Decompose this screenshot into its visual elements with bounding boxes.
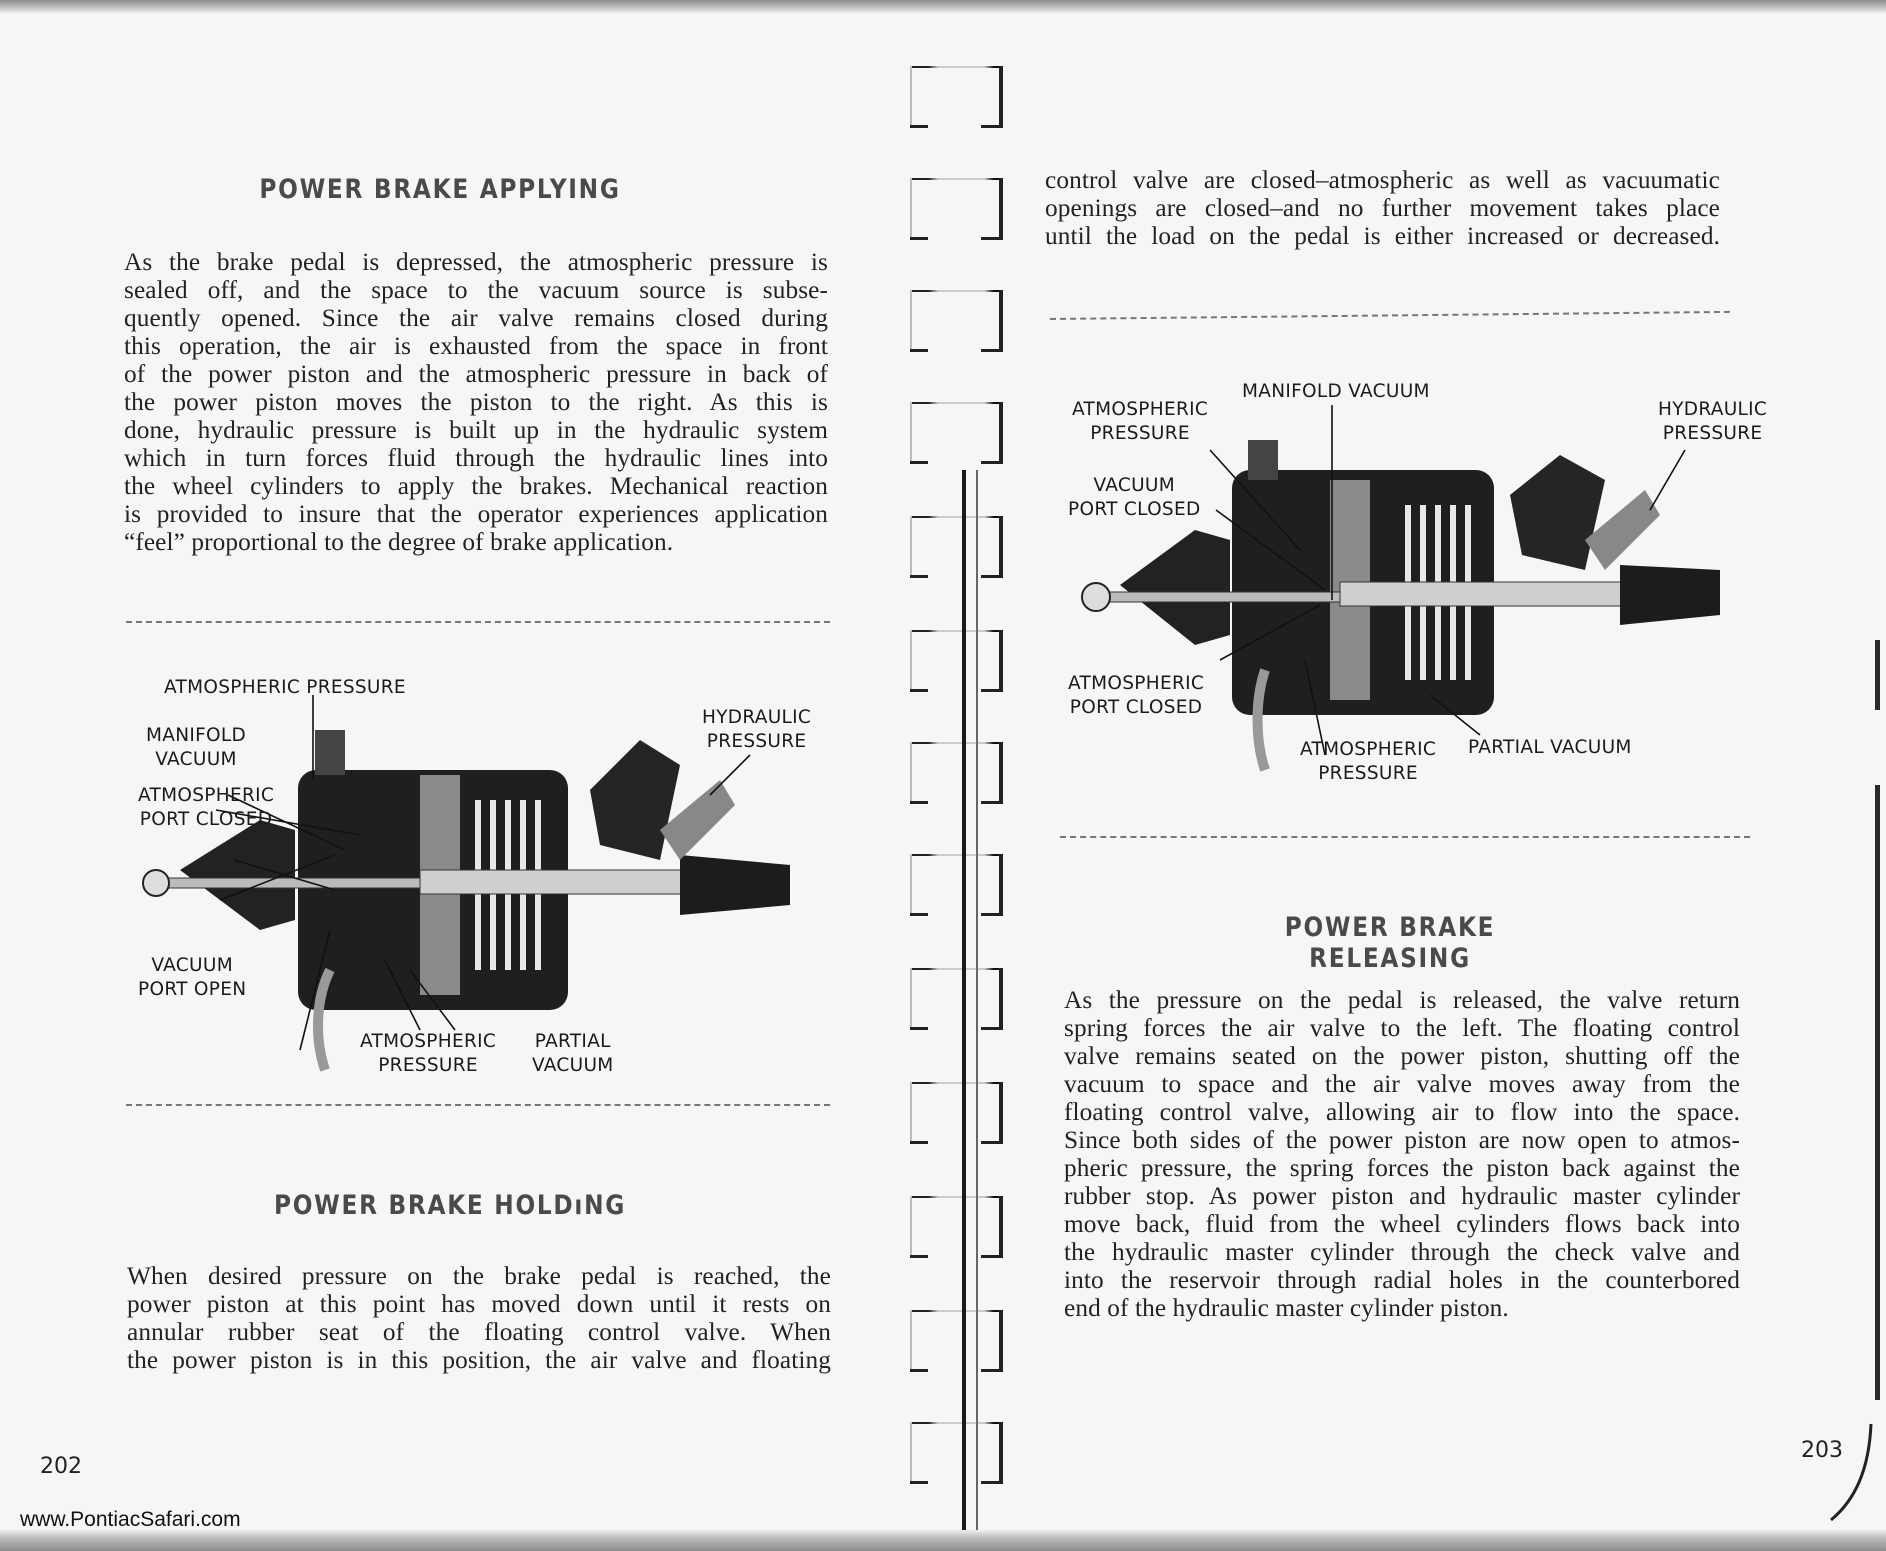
brake-applying-diagram [120,670,840,1090]
text-line: the wheel cylinders to apply the brakes. Mechanical reaction [124,472,828,500]
label-line: ATMOSPHERIC [1072,399,1209,420]
label-line: ATMOSPHERIC [138,785,275,806]
label-line: ATMOSPHERIC [360,1031,497,1052]
label-line: PRESSURE [1318,763,1418,784]
text-line: which in turn forces fluid through the hydraulic lines into [124,444,828,472]
label-atmospheric-pressure: ATMOSPHERIC PRESSURE [164,677,406,698]
text-line: When desired pressure on the brake pedal is reached, the [127,1262,831,1290]
label-line: PRESSURE [706,731,807,752]
label-line: VACUUM [532,1055,614,1076]
dashed-divider [126,1104,830,1106]
text-line: into the reservoir through radial holes in the counterbored [1064,1266,1740,1294]
label-hydraulic-pressure [702,706,811,754]
text-line: quently opened. Since the air valve remains closed during [124,304,828,332]
label-atmospheric-port-closed [138,784,274,832]
label-atmospheric-port-closed [1068,672,1204,720]
label-line: PRESSURE [1662,423,1763,444]
page-number: 202 [40,1454,82,1479]
dashed-divider [1050,311,1730,320]
text-line: the hydraulic master cylinder through the check valve and [1064,1238,1740,1266]
text-line: As the pressure on the pedal is released, the valve return [1064,986,1740,1014]
paragraph-holding [127,1262,831,1374]
text-line: Since both sides of the power piston are now open to atmos- [1064,1126,1740,1154]
text-line: rubber stop. As power piston and hydraulic master cylinder [1064,1182,1740,1210]
label-line: PORT CLOSED [1069,697,1203,718]
label-line: HYDRAULIC [1658,399,1768,420]
text-line: the power piston is in this position, the air valve and floating [127,1346,831,1374]
section-heading-holding: POWER BRAKE HOLDıNG [273,1190,627,1221]
text-line: valve remains seated on the power piston, shutting off the [1064,1042,1740,1070]
label-line: PORT CLOSED [1068,499,1201,520]
text-line: “feel” proportional to the degree of brake application. [124,528,674,556]
label-line: ATMOSPHERIC [1300,739,1437,760]
label-vacuum-port-closed [1068,474,1201,522]
text-line: of the power piston and the atmospheric pressure in back of [124,360,828,388]
page-curl-mark [1825,1420,1875,1530]
text-line: the power piston moves the piston to the right. As this is [124,388,828,416]
text-line: pheric pressure, the spring forces the piston back against the [1064,1154,1740,1182]
label-line: PARTIAL [534,1031,611,1052]
dashed-divider [126,621,830,623]
text-line: power piston at this point has moved down until it rests on [127,1290,831,1318]
paragraph-applying [124,248,828,556]
text-line: openings are closed–and no further movement takes place [1045,194,1720,222]
text-line: sealed off, and the space to the vacuum source is subse- [124,276,828,304]
label-line: VACUUM [151,955,233,976]
text-line: vacuum to space and the air valve moves away from the [1064,1070,1740,1098]
right-page [985,0,1886,1551]
paragraph-holding-continued [1045,166,1720,250]
brake-holding-diagram [1060,370,1780,790]
label-partial-vacuum [532,1030,614,1078]
label-atmospheric-pressure-bottom [360,1030,496,1078]
binding-spine [976,470,978,1530]
text-line: move back, fluid from the wheel cylinders flows back into [1064,1210,1740,1238]
text-line: end of the hydraulic master cylinder piston. [1064,1294,1509,1322]
paragraph-releasing [1064,986,1740,1322]
label-hydraulic-pressure [1658,398,1767,446]
label-line: MANIFOLD [146,725,247,746]
text-line: floating control valve, allowing air to flow into the space. [1064,1098,1740,1126]
text-line: this operation, the air is exhausted from the space in front [124,332,828,360]
label-line: ATMOSPHERIC [1068,673,1205,694]
page-number: 203 [1801,1438,1843,1463]
label-line: VACUUM [1093,475,1176,496]
label-atmospheric-pressure-bottom [1300,738,1436,786]
text-line: control valve are closed–atmospheric as well as vacuumatic [1045,166,1720,194]
section-heading-applying: POWER BRAKE APPLYING [259,174,621,205]
text-line: As the brake pedal is depressed, the atmospheric pressure is [124,248,828,276]
text-line: annular rubber seat of the floating control valve. When [127,1318,831,1346]
label-manifold-vacuum [146,724,246,772]
label-line: PRESSURE [378,1055,478,1076]
label-manifold-vacuum: MANIFOLD VACUUM [1242,381,1430,402]
label-line: VACUUM [155,749,237,770]
label-atmospheric-pressure [1072,398,1208,446]
label-line: PORT OPEN [138,979,247,1000]
text-line: done, hydraulic pressure is built up in the hydraulic system [124,416,828,444]
left-page [0,0,905,1551]
label-vacuum-port-open [138,954,246,1002]
dashed-divider [1060,836,1750,838]
label-line: PRESSURE [1090,423,1190,444]
text-line: until the load on the pedal is either increased or decreased. [1045,222,1720,250]
label-line: PORT CLOSED [139,809,273,830]
binding-spine [962,470,966,1530]
watermark-link[interactable]: www.PontiacSafari.com [20,1508,241,1531]
label-partial-vacuum: PARTIAL VACUUM [1468,737,1632,758]
text-line: spring forces the air valve to the left. The floating control [1064,1014,1740,1042]
label-line: HYDRAULIC [702,707,812,728]
section-heading-releasing: POWER BRAKE RELEASING [1284,912,1496,974]
text-line: is provided to insure that the operator experiences application [124,500,828,528]
